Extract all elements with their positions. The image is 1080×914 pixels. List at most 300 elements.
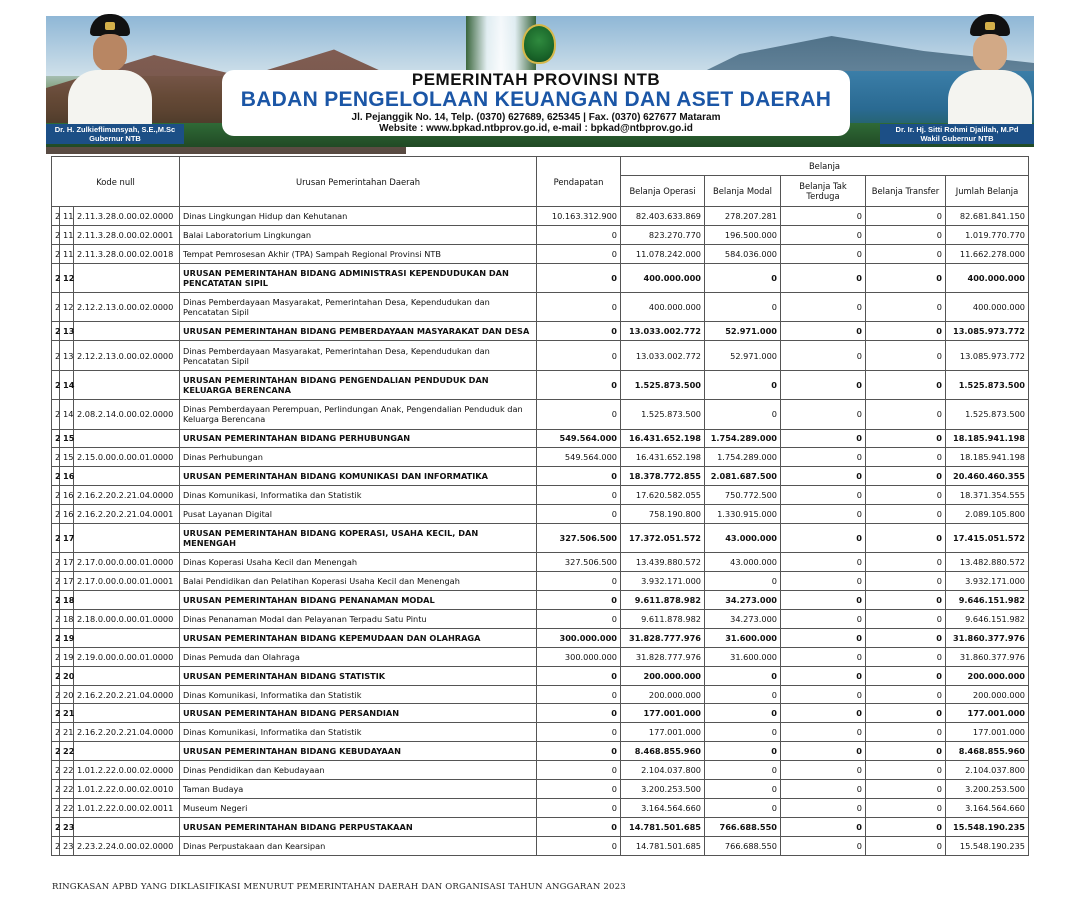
row-belanja-transfer: 0	[866, 505, 946, 524]
row-code-level2: 13	[60, 341, 74, 370]
row-code-level1: 2	[52, 742, 60, 761]
row-code-level1: 2	[52, 341, 60, 370]
row-jumlah-belanja: 3.200.253.500	[946, 780, 1029, 799]
row-pendapatan: 0	[537, 225, 621, 244]
row-pendapatan: 0	[537, 505, 621, 524]
row-code-full: 1.01.2.22.0.00.02.0011	[74, 798, 180, 817]
row-pendapatan: 0	[537, 322, 621, 341]
row-code-level2: 17	[60, 553, 74, 572]
row-belanja-operasi: 16.431.652.198	[621, 429, 705, 448]
row-code-level1: 2	[52, 505, 60, 524]
row-belanja-tak-terduga: 0	[781, 780, 866, 799]
row-code-level2: 17	[60, 523, 74, 552]
table-row	[52, 836, 1029, 855]
row-code-level1: 2	[52, 244, 60, 263]
row-belanja-modal: 0	[705, 704, 781, 723]
row-belanja-operasi: 9.611.878.982	[621, 610, 705, 629]
row-urusan-name: URUSAN PEMERINTAHAN BIDANG STATISTIK	[180, 666, 537, 685]
table-row	[52, 341, 1029, 370]
row-belanja-transfer: 0	[866, 207, 946, 226]
row-code-level1: 2	[52, 467, 60, 486]
row-jumlah-belanja: 31.860.377.976	[946, 647, 1029, 666]
row-code-level2: 14	[60, 400, 74, 429]
row-belanja-tak-terduga: 0	[781, 798, 866, 817]
row-belanja-tak-terduga: 0	[781, 293, 866, 322]
row-belanja-transfer: 0	[866, 244, 946, 263]
row-pendapatan: 0	[537, 723, 621, 742]
governor-portrait	[60, 14, 160, 126]
row-urusan-name: Dinas Perpustakaan dan Kearsipan	[180, 836, 537, 855]
row-code-level1: 2	[52, 628, 60, 647]
row-code-level1: 2	[52, 448, 60, 467]
row-code-level2: 18	[60, 591, 74, 610]
table-row	[52, 572, 1029, 591]
row-belanja-tak-terduga: 0	[781, 817, 866, 836]
row-code-level2: 20	[60, 666, 74, 685]
col-header-belanja-tak-terduga: Belanja Tak Terduga	[781, 176, 866, 207]
row-belanja-transfer: 0	[866, 780, 946, 799]
row-jumlah-belanja: 1.525.873.500	[946, 370, 1029, 399]
agency-website: Website : www.bpkad.ntbprov.go.id, e-mail : bpkad@ntbprov.go.id	[379, 123, 693, 134]
table-row	[52, 723, 1029, 742]
col-header-kode: Kode null	[52, 157, 180, 207]
row-pendapatan: 0	[537, 486, 621, 505]
row-belanja-operasi: 400.000.000	[621, 263, 705, 292]
row-belanja-operasi: 3.164.564.660	[621, 798, 705, 817]
row-code-full	[74, 523, 180, 552]
row-belanja-tak-terduga: 0	[781, 647, 866, 666]
row-belanja-modal: 1.330.915.000	[705, 505, 781, 524]
row-code-full	[74, 704, 180, 723]
row-pendapatan: 0	[537, 610, 621, 629]
col-header-belanja-modal: Belanja Modal	[705, 176, 781, 207]
row-pendapatan: 0	[537, 400, 621, 429]
row-code-level1: 2	[52, 486, 60, 505]
row-code-level2: 23	[60, 817, 74, 836]
row-jumlah-belanja: 177.001.000	[946, 723, 1029, 742]
row-code-level1: 2	[52, 761, 60, 780]
row-belanja-transfer: 0	[866, 322, 946, 341]
row-code-full	[74, 666, 180, 685]
row-belanja-transfer: 0	[866, 553, 946, 572]
row-belanja-operasi: 3.200.253.500	[621, 780, 705, 799]
row-code-level1: 2	[52, 322, 60, 341]
row-code-level1: 2	[52, 429, 60, 448]
row-jumlah-belanja: 400.000.000	[946, 263, 1029, 292]
row-belanja-modal: 584.036.000	[705, 244, 781, 263]
row-belanja-modal: 766.688.550	[705, 817, 781, 836]
row-code-full: 2.12.2.13.0.00.02.0000	[74, 293, 180, 322]
row-belanja-operasi: 13.439.880.572	[621, 553, 705, 572]
row-belanja-transfer: 0	[866, 400, 946, 429]
col-header-belanja-operasi: Belanja Operasi	[621, 176, 705, 207]
row-code-level1: 2	[52, 798, 60, 817]
governor-caption	[46, 124, 184, 144]
row-urusan-name: Museum Negeri	[180, 798, 537, 817]
row-urusan-name: Dinas Komunikasi, Informatika dan Statistik	[180, 685, 537, 704]
government-title: PEMERINTAH PROVINSI NTB	[411, 70, 661, 89]
row-code-full: 2.17.0.00.0.00.01.0001	[74, 572, 180, 591]
row-code-full: 2.17.0.00.0.00.01.0000	[74, 553, 180, 572]
row-belanja-operasi: 9.611.878.982	[621, 591, 705, 610]
row-urusan-name: Taman Budaya	[180, 780, 537, 799]
row-code-full: 2.23.2.24.0.00.02.0000	[74, 836, 180, 855]
row-code-level2: 15	[60, 429, 74, 448]
row-belanja-modal: 43.000.000	[705, 553, 781, 572]
row-belanja-modal: 0	[705, 742, 781, 761]
table-row	[52, 429, 1029, 448]
row-pendapatan: 549.564.000	[537, 448, 621, 467]
row-belanja-tak-terduga: 0	[781, 553, 866, 572]
row-belanja-transfer: 0	[866, 836, 946, 855]
ntb-emblem-logo	[522, 24, 556, 64]
table-row	[52, 523, 1029, 552]
col-header-belanja: Belanja	[621, 157, 1029, 176]
row-belanja-transfer: 0	[866, 723, 946, 742]
row-belanja-transfer: 0	[866, 429, 946, 448]
row-jumlah-belanja: 2.104.037.800	[946, 761, 1029, 780]
row-pendapatan: 0	[537, 780, 621, 799]
row-jumlah-belanja: 200.000.000	[946, 666, 1029, 685]
row-code-level2: 12	[60, 263, 74, 292]
row-belanja-tak-terduga: 0	[781, 322, 866, 341]
row-code-level2: 23	[60, 836, 74, 855]
row-urusan-name: URUSAN PEMERINTAHAN BIDANG PERHUBUNGAN	[180, 429, 537, 448]
row-belanja-operasi: 177.001.000	[621, 723, 705, 742]
row-belanja-modal: 0	[705, 293, 781, 322]
table-row	[52, 685, 1029, 704]
row-belanja-tak-terduga: 0	[781, 467, 866, 486]
row-urusan-name: Dinas Pemuda dan Olahraga	[180, 647, 537, 666]
row-jumlah-belanja: 31.860.377.976	[946, 628, 1029, 647]
row-pendapatan: 0	[537, 704, 621, 723]
row-urusan-name: Dinas Komunikasi, Informatika dan Statistik	[180, 486, 537, 505]
row-belanja-modal: 52.971.000	[705, 341, 781, 370]
row-code-full: 2.12.2.13.0.00.02.0000	[74, 341, 180, 370]
row-code-level2: 13	[60, 322, 74, 341]
row-code-level1: 2	[52, 225, 60, 244]
row-jumlah-belanja: 11.662.278.000	[946, 244, 1029, 263]
row-pendapatan: 300.000.000	[537, 647, 621, 666]
row-urusan-name: Dinas Perhubungan	[180, 448, 537, 467]
row-code-level1: 2	[52, 836, 60, 855]
table-row	[52, 817, 1029, 836]
row-pendapatan: 0	[537, 244, 621, 263]
row-code-full: 2.19.0.00.0.00.01.0000	[74, 647, 180, 666]
row-pendapatan: 549.564.000	[537, 429, 621, 448]
row-urusan-name: Dinas Pemberdayaan Masyarakat, Pemerintahan Desa, Kependudukan dan Pencatatan Sipil	[180, 293, 537, 322]
agency-address: Jl. Pejanggik No. 14, Telp. (0370) 627689, 625345 | Fax. (0370) 627677 Mataram	[351, 112, 721, 123]
row-belanja-tak-terduga: 0	[781, 263, 866, 292]
row-code-level2: 16	[60, 486, 74, 505]
table-row	[52, 553, 1029, 572]
row-code-level2: 11	[60, 225, 74, 244]
row-urusan-name: URUSAN PEMERINTAHAN BIDANG PERSANDIAN	[180, 704, 537, 723]
row-code-level2: 19	[60, 628, 74, 647]
row-belanja-operasi: 14.781.501.685	[621, 817, 705, 836]
row-code-level2: 20	[60, 685, 74, 704]
row-code-level1: 2	[52, 553, 60, 572]
row-urusan-name: URUSAN PEMERINTAHAN BIDANG KEBUDAYAAN	[180, 742, 537, 761]
row-belanja-transfer: 0	[866, 225, 946, 244]
row-belanja-transfer: 0	[866, 647, 946, 666]
table-body	[52, 207, 1029, 856]
row-code-level2: 17	[60, 572, 74, 591]
row-pendapatan: 327.506.500	[537, 523, 621, 552]
row-code-level1: 2	[52, 780, 60, 799]
row-belanja-operasi: 13.033.002.772	[621, 341, 705, 370]
row-jumlah-belanja: 18.371.354.555	[946, 486, 1029, 505]
row-belanja-operasi: 14.781.501.685	[621, 836, 705, 855]
row-code-full: 2.11.3.28.0.00.02.0000	[74, 207, 180, 226]
row-belanja-transfer: 0	[866, 685, 946, 704]
row-belanja-tak-terduga: 0	[781, 666, 866, 685]
row-jumlah-belanja: 3.164.564.660	[946, 798, 1029, 817]
row-code-level1: 2	[52, 610, 60, 629]
row-code-level2: 19	[60, 647, 74, 666]
row-belanja-transfer: 0	[866, 742, 946, 761]
row-belanja-operasi: 8.468.855.960	[621, 742, 705, 761]
row-jumlah-belanja: 13.085.973.772	[946, 322, 1029, 341]
row-belanja-transfer: 0	[866, 610, 946, 629]
row-urusan-name: Dinas Komunikasi, Informatika dan Statistik	[180, 723, 537, 742]
row-belanja-tak-terduga: 0	[781, 486, 866, 505]
row-jumlah-belanja: 8.468.855.960	[946, 742, 1029, 761]
row-belanja-transfer: 0	[866, 448, 946, 467]
row-code-level2: 12	[60, 293, 74, 322]
row-belanja-tak-terduga: 0	[781, 400, 866, 429]
row-urusan-name: URUSAN PEMERINTAHAN BIDANG KEPEMUDAAN DAN OLAHRAGA	[180, 628, 537, 647]
row-belanja-transfer: 0	[866, 486, 946, 505]
row-belanja-modal: 31.600.000	[705, 647, 781, 666]
row-belanja-operasi: 13.033.002.772	[621, 322, 705, 341]
row-code-level2: 16	[60, 505, 74, 524]
table-row	[52, 780, 1029, 799]
row-urusan-name: Pusat Layanan Digital	[180, 505, 537, 524]
row-jumlah-belanja: 13.482.880.572	[946, 553, 1029, 572]
row-code-level2: 22	[60, 798, 74, 817]
row-belanja-modal: 2.081.687.500	[705, 467, 781, 486]
table-row	[52, 591, 1029, 610]
row-code-full	[74, 817, 180, 836]
table-row	[52, 400, 1029, 429]
row-urusan-name: URUSAN PEMERINTAHAN BIDANG PENANAMAN MODAL	[180, 591, 537, 610]
row-belanja-tak-terduga: 0	[781, 207, 866, 226]
row-belanja-modal: 0	[705, 666, 781, 685]
row-urusan-name: Dinas Lingkungan Hidup dan Kehutanan	[180, 207, 537, 226]
row-jumlah-belanja: 15.548.190.235	[946, 836, 1029, 855]
agency-title: BADAN PENGELOLAAN KEUANGAN DAN ASET DAERAH	[240, 88, 832, 111]
row-code-full: 2.08.2.14.0.00.02.0000	[74, 400, 180, 429]
row-urusan-name: Dinas Pendidikan dan Kebudayaan	[180, 761, 537, 780]
table-row	[52, 798, 1029, 817]
row-belanja-modal: 0	[705, 370, 781, 399]
row-belanja-tak-terduga: 0	[781, 505, 866, 524]
row-belanja-operasi: 1.525.873.500	[621, 370, 705, 399]
document-footer: RINGKASAN APBD YANG DIKLASIFIKASI MENURUT PEMERINTAHAN DAERAH DAN ORGANISASI TAHUN ANGGARAN 2023	[52, 882, 626, 892]
row-belanja-transfer: 0	[866, 591, 946, 610]
row-belanja-tak-terduga: 0	[781, 341, 866, 370]
row-belanja-modal: 0	[705, 400, 781, 429]
row-belanja-modal: 196.500.000	[705, 225, 781, 244]
row-belanja-modal: 0	[705, 572, 781, 591]
row-jumlah-belanja: 20.460.460.355	[946, 467, 1029, 486]
row-belanja-modal: 766.688.550	[705, 836, 781, 855]
row-code-full: 2.16.2.20.2.21.04.0000	[74, 685, 180, 704]
table-row	[52, 666, 1029, 685]
row-urusan-name: URUSAN PEMERINTAHAN BIDANG KOMUNIKASI DAN INFORMATIKA	[180, 467, 537, 486]
row-belanja-operasi: 11.078.242.000	[621, 244, 705, 263]
row-belanja-operasi: 177.001.000	[621, 704, 705, 723]
row-pendapatan: 0	[537, 467, 621, 486]
table-row	[52, 505, 1029, 524]
table-row	[52, 370, 1029, 399]
vice-governor-portrait	[940, 14, 1040, 126]
col-header-belanja-transfer: Belanja Transfer	[866, 176, 946, 207]
row-belanja-transfer: 0	[866, 293, 946, 322]
row-pendapatan: 0	[537, 666, 621, 685]
row-code-level2: 16	[60, 467, 74, 486]
row-belanja-tak-terduga: 0	[781, 591, 866, 610]
row-code-full	[74, 322, 180, 341]
table-row	[52, 448, 1029, 467]
row-jumlah-belanja: 17.415.051.572	[946, 523, 1029, 552]
row-belanja-tak-terduga: 0	[781, 370, 866, 399]
table-row	[52, 293, 1029, 322]
col-header-pendapatan: Pendapatan	[537, 157, 621, 207]
row-belanja-operasi: 18.378.772.855	[621, 467, 705, 486]
row-belanja-tak-terduga: 0	[781, 523, 866, 552]
row-pendapatan: 0	[537, 836, 621, 855]
row-code-level1: 2	[52, 685, 60, 704]
budget-table	[51, 156, 1029, 856]
row-code-level2: 15	[60, 448, 74, 467]
row-code-level2: 22	[60, 780, 74, 799]
row-code-level1: 2	[52, 704, 60, 723]
row-belanja-transfer: 0	[866, 704, 946, 723]
row-code-full: 2.16.2.20.2.21.04.0001	[74, 505, 180, 524]
row-jumlah-belanja: 15.548.190.235	[946, 817, 1029, 836]
row-urusan-name: Dinas Penanaman Modal dan Pelayanan Terpadu Satu Pintu	[180, 610, 537, 629]
governor-role: Gubernur NTB	[89, 134, 141, 143]
row-code-level2: 22	[60, 742, 74, 761]
row-pendapatan: 0	[537, 370, 621, 399]
row-code-level2: 21	[60, 723, 74, 742]
row-code-full: 2.18.0.00.0.00.01.0000	[74, 610, 180, 629]
row-belanja-tak-terduga: 0	[781, 448, 866, 467]
row-belanja-transfer: 0	[866, 263, 946, 292]
row-code-full: 2.11.3.28.0.00.02.0001	[74, 225, 180, 244]
governor-name: Dr. H. Zulkieflimansyah, S.E.,M.Sc	[54, 125, 176, 134]
row-code-level2: 21	[60, 704, 74, 723]
col-header-jumlah-belanja: Jumlah Belanja	[946, 176, 1029, 207]
row-jumlah-belanja: 200.000.000	[946, 685, 1029, 704]
row-code-level2: 11	[60, 207, 74, 226]
row-belanja-tak-terduga: 0	[781, 704, 866, 723]
vice-governor-caption	[880, 124, 1034, 144]
table-row	[52, 486, 1029, 505]
row-code-full	[74, 370, 180, 399]
row-belanja-transfer: 0	[866, 523, 946, 552]
vice-governor-role: Wakil Gubernur NTB	[920, 134, 994, 143]
row-pendapatan: 327.506.500	[537, 553, 621, 572]
row-belanja-tak-terduga: 0	[781, 742, 866, 761]
row-code-full	[74, 429, 180, 448]
row-belanja-tak-terduga: 0	[781, 610, 866, 629]
row-jumlah-belanja: 1.019.770.770	[946, 225, 1029, 244]
row-belanja-modal: 31.600.000	[705, 628, 781, 647]
row-pendapatan: 0	[537, 572, 621, 591]
table-row	[52, 467, 1029, 486]
row-pendapatan: 0	[537, 685, 621, 704]
row-belanja-transfer: 0	[866, 628, 946, 647]
row-code-level2: 14	[60, 370, 74, 399]
row-belanja-operasi: 400.000.000	[621, 293, 705, 322]
row-code-level1: 2	[52, 817, 60, 836]
row-code-full: 2.16.2.20.2.21.04.0000	[74, 723, 180, 742]
row-belanja-operasi: 823.270.770	[621, 225, 705, 244]
row-belanja-operasi: 17.620.582.055	[621, 486, 705, 505]
row-belanja-modal: 0	[705, 723, 781, 742]
row-code-full: 2.11.3.28.0.00.02.0018	[74, 244, 180, 263]
row-code-level1: 2	[52, 572, 60, 591]
row-code-level1: 2	[52, 400, 60, 429]
row-jumlah-belanja: 18.185.941.198	[946, 448, 1029, 467]
row-code-full	[74, 742, 180, 761]
row-belanja-operasi: 200.000.000	[621, 666, 705, 685]
row-belanja-operasi: 200.000.000	[621, 685, 705, 704]
table-row	[52, 742, 1029, 761]
row-pendapatan: 300.000.000	[537, 628, 621, 647]
row-code-level1: 2	[52, 263, 60, 292]
row-code-level1: 2	[52, 647, 60, 666]
row-belanja-operasi: 1.525.873.500	[621, 400, 705, 429]
row-code-full	[74, 263, 180, 292]
row-jumlah-belanja: 9.646.151.982	[946, 591, 1029, 610]
table-row	[52, 761, 1029, 780]
row-belanja-tak-terduga: 0	[781, 685, 866, 704]
row-belanja-tak-terduga: 0	[781, 429, 866, 448]
table-row	[52, 207, 1029, 226]
row-belanja-tak-terduga: 0	[781, 225, 866, 244]
row-urusan-name: Dinas Pemberdayaan Masyarakat, Pemerintahan Desa, Kependudukan dan Pencatatan Sipil	[180, 341, 537, 370]
row-belanja-modal: 1.754.289.000	[705, 448, 781, 467]
row-code-level2: 18	[60, 610, 74, 629]
row-pendapatan: 0	[537, 742, 621, 761]
row-belanja-transfer: 0	[866, 572, 946, 591]
row-jumlah-belanja: 9.646.151.982	[946, 610, 1029, 629]
row-urusan-name: Dinas Pemberdayaan Perempuan, Perlindungan Anak, Pengendalian Penduduk dan Keluarga Berencana	[180, 400, 537, 429]
row-belanja-operasi: 2.104.037.800	[621, 761, 705, 780]
row-code-level1: 2	[52, 370, 60, 399]
row-jumlah-belanja: 82.681.841.150	[946, 207, 1029, 226]
row-belanja-transfer: 0	[866, 370, 946, 399]
row-jumlah-belanja: 13.085.973.772	[946, 341, 1029, 370]
table-row	[52, 610, 1029, 629]
row-pendapatan: 0	[537, 293, 621, 322]
row-belanja-modal: 43.000.000	[705, 523, 781, 552]
row-jumlah-belanja: 2.089.105.800	[946, 505, 1029, 524]
row-belanja-modal: 750.772.500	[705, 486, 781, 505]
row-code-full	[74, 467, 180, 486]
row-jumlah-belanja: 18.185.941.198	[946, 429, 1029, 448]
row-urusan-name: URUSAN PEMERINTAHAN BIDANG PERPUSTAKAAN	[180, 817, 537, 836]
row-code-full: 1.01.2.22.0.00.02.0000	[74, 761, 180, 780]
row-code-level1: 2	[52, 723, 60, 742]
row-jumlah-belanja: 177.001.000	[946, 704, 1029, 723]
row-code-full: 2.15.0.00.0.00.01.0000	[74, 448, 180, 467]
row-belanja-transfer: 0	[866, 817, 946, 836]
